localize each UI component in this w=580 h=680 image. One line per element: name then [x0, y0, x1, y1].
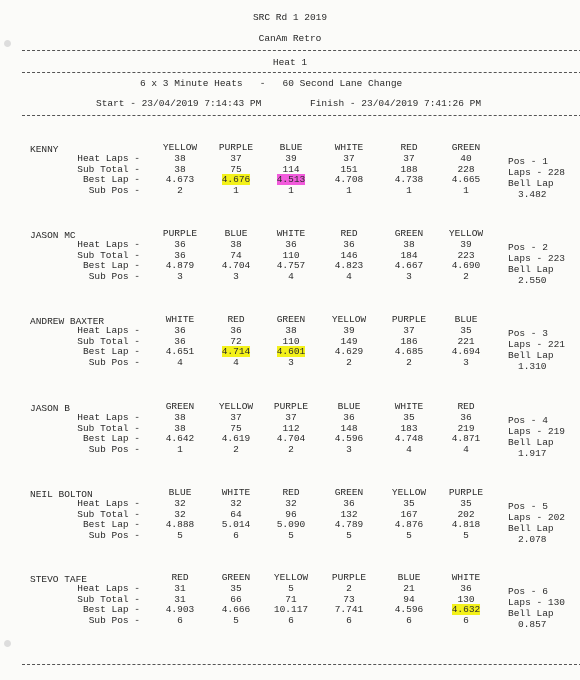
sub-total-cell: 75: [230, 422, 242, 434]
sub-pos-cell: 2: [463, 270, 469, 282]
sub-total-cell: 32: [174, 508, 186, 520]
sub-pos-cell: 2: [288, 443, 294, 455]
sub-total-cell: 219: [457, 422, 475, 434]
best-lap-cell: 4.673: [165, 174, 195, 186]
divider: [22, 664, 580, 665]
best-lap-label: Best Lap -: [82, 519, 140, 531]
bell-lap-value: 2.078: [518, 534, 547, 545]
sub-pos-cell: 1: [288, 184, 294, 196]
heat-laps-cell: 37: [230, 412, 242, 423]
position-summary: Pos - 4: [508, 415, 548, 426]
best-lap-cell: 4.708: [334, 174, 364, 186]
driver-block: [0, 401, 580, 479]
best-lap-cell: 4.789: [334, 519, 364, 531]
sub-pos-label: Sub Pos -: [88, 529, 140, 541]
bell-lap-label: Bell Lap: [508, 264, 554, 275]
heat-format: 6 x 3 Minute Heats - 60 Second Lane Change: [140, 78, 403, 89]
best-lap-cell: 5.014: [221, 519, 251, 531]
lane-color-header: YELLOW: [218, 401, 254, 412]
best-lap-cell: 4.666: [221, 604, 251, 616]
best-lap-cell: 4.757: [276, 260, 306, 272]
sub-total-label: Sub Total -: [77, 593, 140, 605]
heat-laps-cell: 38: [174, 412, 186, 423]
lane-color-header: YELLOW: [391, 487, 427, 498]
sub-pos-cell: 6: [346, 614, 352, 626]
best-lap-cell: 4.619: [221, 433, 251, 445]
sub-total-cell: 110: [282, 249, 300, 261]
heat-laps-cell: 21: [403, 583, 415, 594]
best-lap-cell: 10.117: [273, 604, 309, 616]
lane-color-header: GREEN: [394, 228, 424, 239]
start-time: Start - 23/04/2019 7:14:43 PM: [96, 98, 262, 109]
heat-laps-cell: 36: [343, 239, 355, 250]
sub-pos-cell: 5: [233, 614, 239, 626]
driver-block: [0, 142, 580, 220]
heat-name: Heat 1: [272, 57, 308, 68]
best-lap-cell: 4.748: [394, 433, 424, 445]
heat-laps-cell: 38: [174, 153, 186, 164]
sub-total-cell: 146: [340, 249, 358, 261]
best-lap-label: Best Lap -: [82, 260, 140, 272]
sub-total-cell: 36: [174, 249, 186, 261]
best-lap-label: Best Lap -: [82, 433, 140, 445]
sub-total-label: Sub Total -: [77, 422, 140, 434]
heat-laps-label: Heat Laps -: [77, 325, 140, 336]
finish-time: Finish - 23/04/2019 7:41:26 PM: [310, 98, 482, 109]
best-lap-cell: 4.665: [451, 174, 481, 186]
sub-total-cell: 183: [400, 422, 418, 434]
best-lap-cell: 4.694: [451, 346, 481, 358]
driver-block: [0, 572, 580, 650]
position-summary: Pos - 3: [508, 328, 548, 339]
lane-color-header: YELLOW: [162, 142, 198, 153]
sub-pos-cell: 1: [346, 184, 352, 196]
best-lap-cell: [263, 174, 319, 185]
sub-total-label: Sub Total -: [77, 335, 140, 347]
heat-laps-cell: 36: [174, 325, 186, 336]
sub-total-cell: 94: [403, 593, 415, 605]
sub-total-cell: 167: [400, 508, 418, 520]
heat-laps-cell: 39: [285, 153, 297, 164]
lane-color-header: RED: [400, 142, 418, 153]
heat-laps-label: Heat Laps -: [77, 239, 140, 250]
event-name: CanAm Retro: [258, 33, 322, 44]
lane-color-header: RED: [282, 487, 300, 498]
laps-summary: Laps - 219: [508, 426, 566, 437]
heat-laps-cell: 36: [460, 583, 472, 594]
sub-pos-cell: 6: [406, 614, 412, 626]
sub-pos-cell: 3: [406, 270, 412, 282]
sub-total-cell: 132: [340, 508, 358, 520]
heat-laps-cell: 35: [460, 325, 472, 336]
driver-name: KENNY: [30, 144, 59, 155]
lane-color-header: WHITE: [276, 228, 306, 239]
heat-laps-cell: 5: [288, 583, 294, 594]
lane-color-header: GREEN: [276, 314, 306, 325]
bell-lap-value: 1.310: [518, 361, 547, 372]
sub-pos-cell: 5: [288, 529, 294, 541]
bell-lap-value: 1.917: [518, 448, 547, 459]
highlighted-best-lap: 4.714: [221, 346, 251, 358]
heat-laps-cell: 37: [403, 325, 415, 336]
lane-color-header: RED: [227, 314, 245, 325]
lane-color-header: WHITE: [451, 572, 481, 583]
driver-name: JASON B: [30, 403, 70, 414]
laps-summary: Laps - 130: [508, 597, 566, 608]
sub-total-cell: 188: [400, 163, 418, 175]
lane-color-header: BLUE: [397, 572, 421, 583]
lane-color-header: GREEN: [451, 142, 481, 153]
best-lap-cell: 4.685: [394, 346, 424, 358]
sub-total-cell: 31: [174, 593, 186, 605]
sub-pos-cell: 3: [346, 443, 352, 455]
heat-laps-cell: 38: [230, 239, 242, 250]
divider: [22, 115, 580, 116]
driver-block: [0, 228, 580, 306]
best-lap-cell: [438, 604, 494, 615]
position-summary: Pos - 5: [508, 501, 548, 512]
lane-color-header: GREEN: [334, 487, 364, 498]
sub-pos-cell: 2: [346, 356, 352, 368]
heat-laps-cell: 36: [230, 325, 242, 336]
best-lap-cell: 4.879: [165, 260, 195, 272]
bell-lap-value: 0.857: [518, 619, 547, 630]
position-summary: Pos - 1: [508, 156, 548, 167]
best-lap-cell: 4.596: [334, 433, 364, 445]
best-lap-cell: [208, 174, 264, 185]
sub-pos-cell: 6: [233, 529, 239, 541]
driver-name: STEVO TAFE: [30, 574, 88, 585]
heat-laps-cell: 37: [403, 153, 415, 164]
lane-color-header: GREEN: [165, 401, 195, 412]
sub-pos-cell: 4: [463, 443, 469, 455]
bell-lap-value: 2.550: [518, 275, 547, 286]
heat-laps-cell: 38: [403, 239, 415, 250]
sub-pos-cell: 5: [346, 529, 352, 541]
sub-pos-cell: 1: [406, 184, 412, 196]
laps-summary: Laps - 228: [508, 167, 566, 178]
best-lap-cell: 4.642: [165, 433, 195, 445]
best-lap-cell: 4.690: [451, 260, 481, 272]
lane-color-header: BLUE: [454, 314, 478, 325]
bell-lap-label: Bell Lap: [508, 178, 554, 189]
heat-laps-label: Heat Laps -: [77, 412, 140, 423]
sub-pos-cell: 3: [233, 270, 239, 282]
laps-summary: Laps - 202: [508, 512, 566, 523]
heat-laps-cell: 36: [285, 239, 297, 250]
sub-total-cell: 72: [230, 335, 242, 347]
best-lap-cell: 4.871: [451, 433, 481, 445]
sub-total-cell: 151: [340, 163, 358, 175]
bell-lap-label: Bell Lap: [508, 350, 554, 361]
best-lap-label: Best Lap -: [82, 174, 140, 186]
heat-laps-cell: 35: [460, 498, 472, 509]
best-lap-cell: 4.704: [221, 260, 251, 272]
heat-laps-label: Heat Laps -: [77, 583, 140, 594]
sub-total-label: Sub Total -: [77, 163, 140, 175]
heat-laps-cell: 37: [343, 153, 355, 164]
driver-name: NEIL BOLTON: [30, 489, 93, 500]
bell-lap-label: Bell Lap: [508, 523, 554, 534]
heat-laps-cell: 31: [174, 583, 186, 594]
driver-name: ANDREW BAXTER: [30, 316, 105, 327]
best-lap-cell: 4.596: [394, 604, 424, 616]
sub-total-cell: 71: [285, 593, 297, 605]
sub-total-cell: 186: [400, 335, 418, 347]
heat-laps-cell: 32: [285, 498, 297, 509]
sub-total-cell: 114: [282, 163, 300, 175]
bell-lap-value: 3.482: [518, 189, 547, 200]
sub-total-label: Sub Total -: [77, 508, 140, 520]
sub-pos-label: Sub Pos -: [88, 356, 140, 368]
sub-total-cell: 73: [343, 593, 355, 605]
heat-laps-cell: 37: [230, 153, 242, 164]
bell-lap-label: Bell Lap: [508, 608, 554, 619]
lane-color-header: RED: [457, 401, 475, 412]
sub-total-cell: 202: [457, 508, 475, 520]
heat-laps-cell: 40: [460, 153, 472, 164]
sub-pos-cell: 6: [463, 614, 469, 626]
sub-pos-cell: 3: [177, 270, 183, 282]
lane-color-header: PURPLE: [162, 228, 198, 239]
best-lap-cell: 4.818: [451, 519, 481, 531]
sub-total-cell: 184: [400, 249, 418, 261]
sub-total-cell: 64: [230, 508, 242, 520]
best-lap-label: Best Lap -: [82, 346, 140, 358]
sub-pos-cell: 6: [177, 614, 183, 626]
sub-total-cell: 66: [230, 593, 242, 605]
lane-color-header: YELLOW: [331, 314, 367, 325]
driver-block: [0, 487, 580, 565]
laps-summary: Laps - 221: [508, 339, 566, 350]
lane-color-header: RED: [340, 228, 358, 239]
sub-total-cell: 110: [282, 335, 300, 347]
sub-pos-cell: 5: [406, 529, 412, 541]
heat-laps-label: Heat Laps -: [77, 498, 140, 509]
best-lap-cell: 4.651: [165, 346, 195, 358]
best-lap-cell: 4.903: [165, 604, 195, 616]
sub-pos-label: Sub Pos -: [88, 184, 140, 196]
bell-lap-label: Bell Lap: [508, 437, 554, 448]
highlighted-best-lap: 4.676: [221, 174, 251, 186]
highlighted-best-lap: 4.601: [276, 346, 306, 358]
heat-laps-cell: 36: [460, 412, 472, 423]
best-lap-label: Best Lap -: [82, 604, 140, 616]
sub-pos-cell: 1: [463, 184, 469, 196]
heat-laps-cell: 39: [460, 239, 472, 250]
sub-pos-cell: 2: [233, 443, 239, 455]
divider: [22, 72, 580, 73]
lane-color-header: BLUE: [279, 142, 303, 153]
lane-color-header: PURPLE: [391, 314, 427, 325]
position-summary: Pos - 2: [508, 242, 548, 253]
sub-pos-cell: 3: [288, 356, 294, 368]
best-lap-cell: 4.629: [334, 346, 364, 358]
heat-laps-cell: 36: [174, 239, 186, 250]
heat-laps-cell: 35: [403, 412, 415, 423]
lane-color-header: YELLOW: [448, 228, 484, 239]
best-lap-cell: 4.667: [394, 260, 424, 272]
sub-pos-label: Sub Pos -: [88, 614, 140, 626]
sheet-title: SRC Rd 1 2019: [252, 12, 328, 23]
sub-pos-label: Sub Pos -: [88, 443, 140, 455]
sub-pos-cell: 1: [233, 184, 239, 196]
sub-pos-cell: 4: [288, 270, 294, 282]
best-lap-cell: 4.823: [334, 260, 364, 272]
sub-total-cell: 75: [230, 163, 242, 175]
heat-laps-cell: 32: [174, 498, 186, 509]
sub-total-cell: 36: [174, 335, 186, 347]
sub-total-cell: 221: [457, 335, 475, 347]
sub-pos-cell: 6: [288, 614, 294, 626]
heat-laps-cell: 37: [285, 412, 297, 423]
best-lap-cell: [263, 346, 319, 357]
sub-total-cell: 74: [230, 249, 242, 261]
lane-color-header: BLUE: [224, 228, 248, 239]
lane-color-header: YELLOW: [273, 572, 309, 583]
laps-summary: Laps - 223: [508, 253, 566, 264]
lane-color-header: WHITE: [165, 314, 195, 325]
best-lap-cell: [208, 346, 264, 357]
sub-pos-cell: 4: [346, 270, 352, 282]
best-lap-cell: 4.876: [394, 519, 424, 531]
sub-pos-label: Sub Pos -: [88, 270, 140, 282]
best-lap-cell: 4.704: [276, 433, 306, 445]
heat-laps-cell: 35: [230, 583, 242, 594]
lane-color-header: GREEN: [221, 572, 251, 583]
sub-total-cell: 38: [174, 163, 186, 175]
divider: [22, 50, 580, 51]
sub-pos-cell: 1: [177, 443, 183, 455]
lane-color-header: BLUE: [337, 401, 361, 412]
lane-color-header: PURPLE: [273, 401, 309, 412]
heat-laps-cell: 39: [343, 325, 355, 336]
heat-laps-cell: 2: [346, 583, 352, 594]
sub-pos-cell: 2: [177, 184, 183, 196]
driver-name: JASON MC: [30, 230, 76, 241]
lane-color-header: PURPLE: [448, 487, 484, 498]
lane-color-header: WHITE: [334, 142, 364, 153]
sub-pos-cell: 4: [406, 443, 412, 455]
heat-laps-cell: 32: [230, 498, 242, 509]
sub-total-cell: 130: [457, 593, 475, 605]
sub-total-cell: 148: [340, 422, 358, 434]
heat-laps-cell: 35: [403, 498, 415, 509]
driver-block: [0, 314, 580, 392]
best-lap-cell: 4.738: [394, 174, 424, 186]
position-summary: Pos - 6: [508, 586, 548, 597]
lane-color-header: RED: [171, 572, 189, 583]
best-lap-cell: 4.888: [165, 519, 195, 531]
lane-color-header: WHITE: [221, 487, 251, 498]
best-lap-cell: 5.090: [276, 519, 306, 531]
lane-color-header: BLUE: [168, 487, 192, 498]
sub-total-cell: 112: [282, 422, 300, 434]
sub-total-cell: 96: [285, 508, 297, 520]
lane-color-header: PURPLE: [331, 572, 367, 583]
heat-laps-cell: 36: [343, 498, 355, 509]
sub-pos-cell: 2: [406, 356, 412, 368]
lane-color-header: WHITE: [394, 401, 424, 412]
heat-laps-label: Heat Laps -: [77, 153, 140, 164]
sub-pos-cell: 3: [463, 356, 469, 368]
sub-total-cell: 228: [457, 163, 475, 175]
best-lap-cell: 7.741: [334, 604, 364, 616]
heat-laps-cell: 36: [343, 412, 355, 423]
heat-laps-cell: 38: [285, 325, 297, 336]
sub-total-cell: 223: [457, 249, 475, 261]
sub-pos-cell: 4: [233, 356, 239, 368]
sub-total-label: Sub Total -: [77, 249, 140, 261]
sub-total-cell: 149: [340, 335, 358, 347]
sub-pos-cell: 5: [177, 529, 183, 541]
highlighted-best-lap: 4.632: [451, 604, 481, 616]
sub-total-cell: 38: [174, 422, 186, 434]
highlighted-best-lap: 4.513: [276, 174, 306, 186]
lane-color-header: PURPLE: [218, 142, 254, 153]
sub-pos-cell: 5: [463, 529, 469, 541]
sub-pos-cell: 4: [177, 356, 183, 368]
